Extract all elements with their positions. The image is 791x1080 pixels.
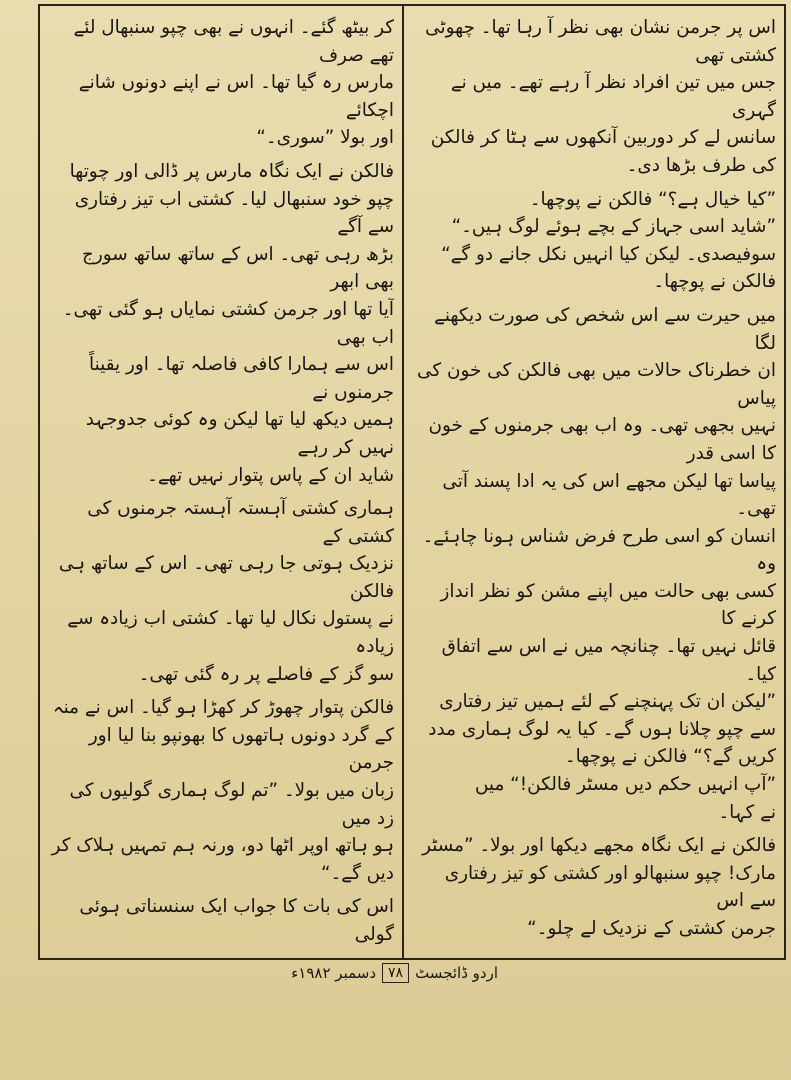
- left-column: [50, 14, 394, 944]
- paragraph: فالکن نے ایک نگاہ مجھے دیکھا اور بولا۔ ”مسٹر مارک! چپو سنبھالو اور کشتی کو تیز رفتاری سے اس جرمن کشتی کے نزدیک لے چلو۔“: [422, 835, 776, 939]
- paragraph: ہماری کشتی آہستہ آہستہ جرمنوں کی کشتی کے نزدیک ہوتی جا رہی تھی۔ اس کے ساتھ ہی فالکن نے پستول نکال لیا تھا۔ کشتی اب زیادہ سے زیادہ سو گز کے فاصلے پر رہ گئی تھی۔: [58, 498, 394, 685]
- paragraph: میں حیرت سے اس شخص کی صورت دیکھنے لگا ان خطرناک حالات میں بھی فالکن کی خون کی پیاس نہیں بجھی تھی۔ وہ اب بھی جرمنوں کے خون کا اسی قدر پیاسا تھا لیکن مجھے اس کی یہ ادا پسند آتی تھی۔ انسان کو اسی طرح فرض شناس ہونا چاہئے۔ وہ کسی بھی حالت میں اپنے مشن کو نظر انداز کرنے کا قائل نہیں تھا۔ چنانچہ میں نے اس سے اتفاق کیا۔ ”لیکن ان تک پہنچنے کے لئے ہمیں تیز رفتاری سے چپو چلانا ہوں گے۔ کیا یہ لوگ ہماری مدد کریں گے؟“ فالکن نے پوچھا۔ ”آپ انہیں حکم دیں مسٹر فالکن!“ میں نے کہا۔: [417, 304, 776, 823]
- paragraph: اس کی بات کا جواب ایک سنسناتی ہوئی گولی: [79, 896, 394, 944]
- right-column: [414, 14, 776, 944]
- page-number: ۷۸: [382, 963, 409, 983]
- page-footer: [291, 958, 498, 988]
- paragraph: فالکن پتوار چھوڑ کر کھڑا ہو گیا۔ اس نے منہ کے گرد دونوں ہاتھوں کا بھونپو بنا لیا اور جرمن زبان میں بولا۔ ”تم لوگ ہماری گولیوں کی زد میں ہو ہاتھ اوپر اٹھا دو، ورنہ ہم تمہیں ہلاک کر دیں گے۔“: [51, 697, 394, 884]
- issue-date: دسمبر ۱۹۸۲ء: [291, 964, 377, 982]
- paragraph: کر بیٹھ گئے۔ انہوں نے بھی چپو سنبھال لئے تھے صرف مارس رہ گیا تھا۔ اس نے اپنے دونوں شانے اچکائے اور بولا ”سوری۔“: [73, 17, 394, 149]
- column-divider: [402, 4, 404, 960]
- paragraph: فالکن نے ایک نگاہ مارس پر ڈالی اور چوتھا چپو خود سنبھال لیا۔ کشتی اب تیز رفتاری سے آگے بڑھ رہی تھی۔ اس کے ساتھ ساتھ سورج بھی ابھر آیا تھا اور جرمن کشتی نمایاں ہو گئی تھی۔ اب بھی اس سے ہمارا کافی فاصلہ تھا۔ اور یقیناً جرمنوں نے ہمیں دیکھ لیا تھا لیکن وہ کوئی جدوجہد نہیں کر رہے شاید ان کے پاس پتوار نہیں تھے۔: [62, 160, 394, 486]
- paragraph: ”کیا خیال ہے؟“ فالکن نے پوچھا۔ ”شاید اسی جہاز کے بچے ہوئے لوگ ہیں۔“ سوفیصدی۔ لیکن کیا انہیں نکل جانے دو گے“ فالکن نے پوچھا۔: [441, 188, 776, 293]
- magazine-name: اردو ڈائجسٹ: [415, 964, 498, 982]
- paragraph: اس پر جرمن نشان بھی نظر آ رہا تھا۔ چھوٹی کشتی تھی جس میں تین افراد نظر آ رہے تھے۔ میں نے گہری سانس لے کر دوربین آنکھوں سے ہٹا کر فالکن کی طرف بڑھا دی۔: [425, 17, 776, 176]
